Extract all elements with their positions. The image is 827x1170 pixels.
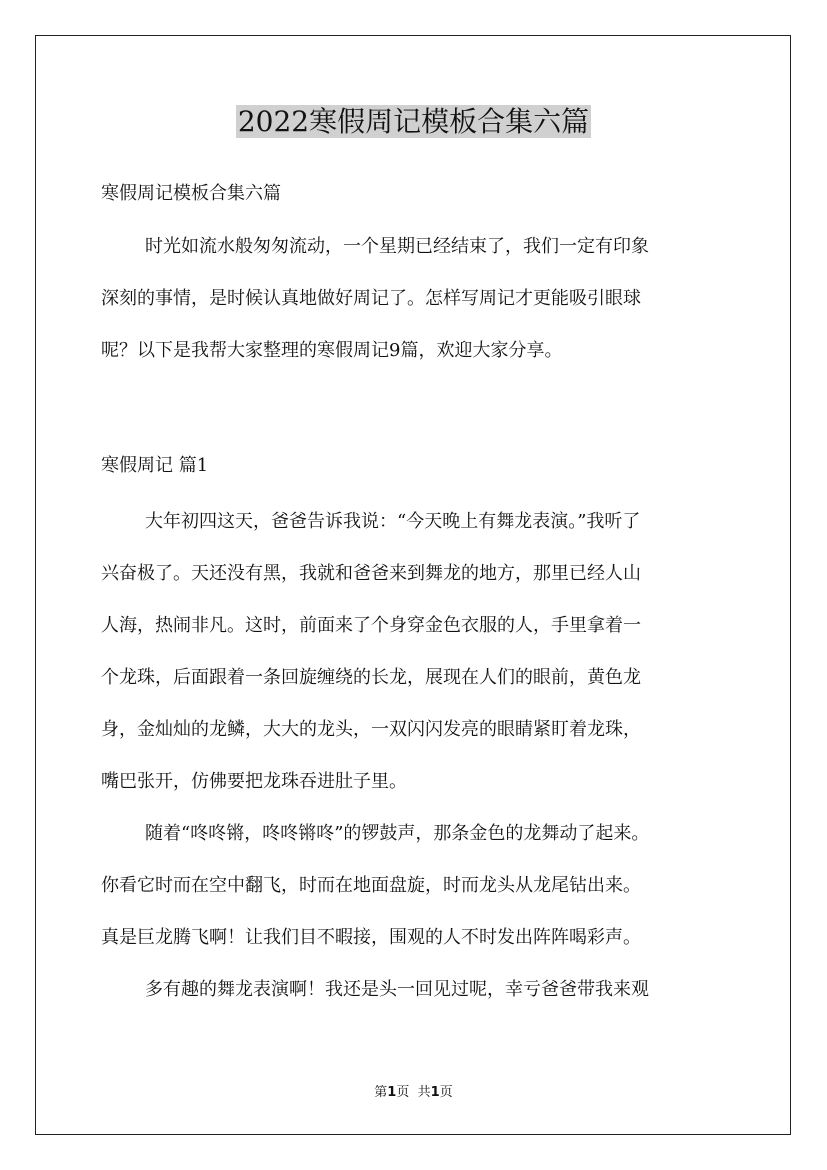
body-line: 人海，热闹非凡。这时，前面来了个身穿金色衣服的人，手里拿着一 bbox=[101, 615, 641, 636]
body-line: 兴奋极了。天还没有黑，我就和爸爸来到舞龙的地方，那里已经人山 bbox=[101, 563, 641, 584]
total-suffix: 页 bbox=[439, 1085, 453, 1100]
intro-line: 时光如流水般匆匆流动，一个星期已经结束了，我们一定有印象 bbox=[145, 236, 649, 257]
total-pages: 1 bbox=[430, 1085, 440, 1100]
section-body bbox=[101, 504, 741, 1024]
body-line: 大年初四这天，爸爸告诉我说：“今天晚上有舞龙表演。”我听了 bbox=[145, 511, 641, 532]
page-prefix: 第 bbox=[374, 1085, 388, 1100]
body-line: 个龙珠，后面跟着一条回旋缠绕的长龙，展现在人们的眼前，黄色龙 bbox=[101, 667, 641, 688]
body-line: 多有趣的舞龙表演啊！我还是头一回见过呢，幸亏爸爸带我来观 bbox=[145, 979, 649, 1000]
intro-line: 深刻的事情，是时候认真地做好周记了。怎样写周记才更能吸引眼球 bbox=[101, 288, 641, 309]
title-text: 2022寒假周记模板合集六篇 bbox=[237, 105, 590, 138]
body-line: 身，金灿灿的龙鳞，大大的龙头，一双闪闪发亮的眼睛紧盯着龙珠， bbox=[101, 719, 641, 740]
section-heading: 寒假周记 篇1 bbox=[101, 455, 209, 476]
total-prefix: 共 bbox=[417, 1085, 431, 1100]
document-title bbox=[0, 100, 827, 144]
body-line: 你看它时而在空中翻飞，时而在地面盘旋，时而龙头从龙尾钻出来。 bbox=[101, 875, 641, 896]
document-subtitle: 寒假周记模板合集六篇 bbox=[101, 183, 281, 204]
body-line: 随着“咚咚锵，咚咚锵咚”的锣鼓声，那条金色的龙舞动了起来。 bbox=[145, 823, 650, 844]
intro-line: 呢？以下是我帮大家整理的寒假周记9篇，欢迎大家分享。 bbox=[101, 340, 563, 361]
page-suffix: 页 bbox=[396, 1085, 410, 1100]
page-footer bbox=[0, 1084, 827, 1102]
body-line: 真是巨龙腾飞啊！让我们目不暇接，围观的人不时发出阵阵喝彩声。 bbox=[101, 927, 641, 948]
body-line: 嘴巴张开，仿佛要把龙珠吞进肚子里。 bbox=[101, 771, 407, 792]
page-number: 1 bbox=[387, 1085, 397, 1100]
intro-paragraph bbox=[101, 229, 741, 385]
